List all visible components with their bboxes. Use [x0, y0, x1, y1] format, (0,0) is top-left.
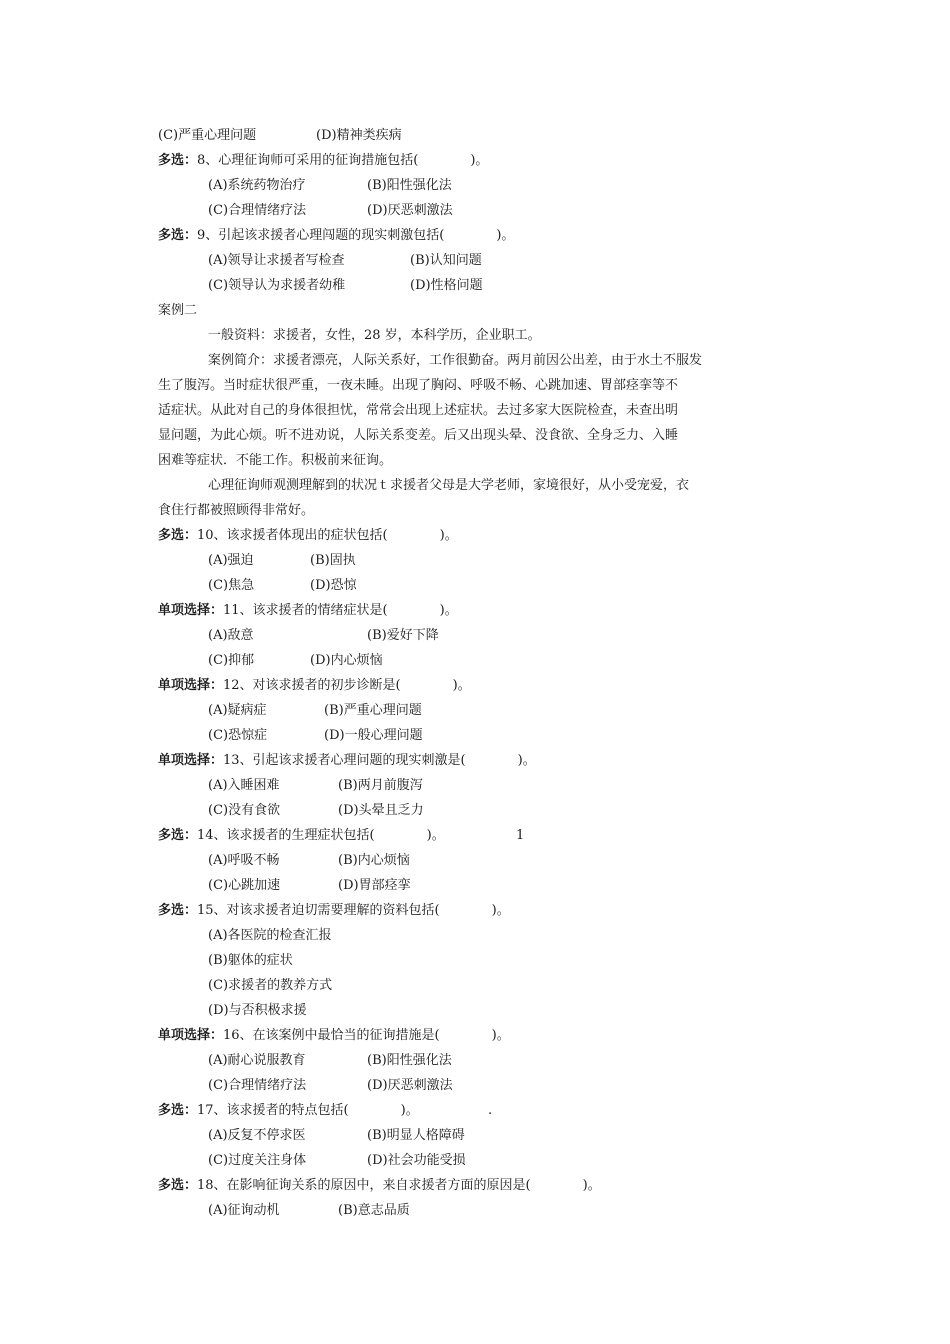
question-type-label: 单项选择： — [158, 678, 224, 693]
line-text: (B)内心烦恼 — [338, 853, 410, 868]
text-line — [338, 852, 410, 870]
line-text: (B)两月前腹泻 — [338, 778, 423, 793]
line-text: (D)厌恶刺激法 — [367, 1078, 453, 1093]
text-line — [410, 252, 482, 270]
line-text: 13、引起该求援者心理问题的现实刺激是( )。 — [223, 753, 536, 768]
question-line — [158, 752, 536, 770]
line-text: 困难等症状．不能工作。积极前来征询。 — [158, 453, 393, 468]
line-text: (A)系统药物治疗 — [208, 178, 306, 193]
line-text: (A)征询动机 — [208, 1203, 280, 1218]
text-line — [158, 127, 256, 145]
text-line — [367, 202, 453, 220]
line-text: (D)头晕且乏力 — [338, 803, 424, 818]
text-line — [310, 577, 357, 595]
text-line — [367, 177, 452, 195]
line-text: 食住行都被照顾得非常好。 — [158, 503, 315, 518]
line-text: (A)强迫 — [208, 553, 254, 568]
text-line — [208, 1002, 307, 1020]
text-line — [208, 477, 689, 495]
line-text: (D)精神类疾病 — [316, 128, 402, 143]
line-text: (B)阳性强化法 — [367, 178, 452, 193]
text-line — [208, 627, 254, 645]
question-line — [158, 152, 488, 170]
text-line — [208, 777, 280, 795]
text-line — [367, 1077, 453, 1095]
line-text: 9、引起该求援者心理闯题的现实刺激包括( )。 — [197, 228, 515, 243]
text-line — [208, 802, 280, 820]
text-line — [208, 977, 332, 995]
text-line — [208, 252, 345, 270]
line-text: (C)求援者的教养方式 — [208, 978, 333, 993]
line-text: 心理征询师观测理解到的状况ｔ求援者父母是大学老师，家境很好，从小受宠爱，衣 — [208, 478, 690, 493]
line-text: 18、在影响征询关系的原因中，来自求援者方面的原因是( )。 — [197, 1178, 601, 1193]
question-line — [158, 227, 514, 245]
line-text: (D)性格问题 — [410, 278, 483, 293]
line-text: 17、该求援者的特点包括( )。 — [197, 1103, 419, 1118]
line-text: . — [488, 1103, 493, 1118]
line-text: 1 — [516, 828, 525, 843]
text-line — [158, 452, 392, 470]
line-text: (D)恐惊 — [310, 578, 357, 593]
text-line — [208, 177, 306, 195]
text-line — [208, 727, 267, 745]
question-line — [158, 1177, 601, 1195]
line-text: (B)认知问题 — [410, 253, 482, 268]
line-text: (B)躯体的症状 — [208, 953, 293, 968]
text-line — [310, 552, 356, 570]
line-text: 一般资料：求援者，女性，28 岁，本科学历，企业职工。 — [208, 328, 541, 343]
text-line — [208, 927, 332, 945]
line-text: (D)与否积极求援 — [208, 1003, 307, 1018]
text-line — [158, 427, 678, 445]
question-line — [158, 602, 458, 620]
text-line — [208, 1127, 306, 1145]
line-text: (A)入睡困难 — [208, 778, 280, 793]
line-text: 10、该求援者体现出的症状包括( )。 — [197, 528, 458, 543]
line-text: (A)领导让求援者写检查 — [208, 253, 345, 268]
line-text: 12、对该求援者的初步诊断是( )。 — [223, 678, 471, 693]
line-text: (C)合理情绪疗法 — [208, 1078, 307, 1093]
text-line — [338, 802, 424, 820]
line-text: (A)反复不停求医 — [208, 1128, 306, 1143]
text-line — [338, 1202, 410, 1220]
question-type-label: 多选： — [158, 903, 198, 918]
question-type-label: 单项选择： — [158, 1028, 224, 1043]
line-text: 16、在该案例中最恰当的征询措施是( )。 — [223, 1028, 510, 1043]
line-text: 14、该求援者的生理症状包括( )。 — [197, 828, 445, 843]
line-text: 显问题，为此心烦。听不进劝说，人际关系变差。后又出现头晕、没食欲、全身乏力、入睡 — [158, 428, 679, 443]
line-text: (C)领导认为求援者幼稚 — [208, 278, 346, 293]
text-line — [158, 302, 197, 320]
line-text: (C)焦急 — [208, 578, 255, 593]
question-line — [158, 1027, 510, 1045]
text-line — [208, 552, 254, 570]
text-line — [410, 277, 483, 295]
line-text: (D)内心烦恼 — [310, 653, 383, 668]
line-text: 8、心理征询师可采用的征询措施包括( )。 — [197, 153, 489, 168]
question-type-label: 多选： — [158, 228, 198, 243]
line-text: (C)抑郁 — [208, 653, 255, 668]
text-line — [208, 277, 345, 295]
question-type-label: 多选： — [158, 1103, 198, 1118]
question-line — [158, 527, 458, 545]
text-line — [208, 702, 267, 720]
text-line — [516, 827, 524, 845]
line-text: (D)社会功能受损 — [367, 1153, 466, 1168]
text-line — [158, 377, 678, 395]
line-text: 案例简介：求援者漂亮，人际关系好，工作很勤奋。两月前因公出差，由于水土不服发 — [208, 353, 703, 368]
question-type-label: 多选： — [158, 153, 198, 168]
line-text: (C)合理情绪疗法 — [208, 203, 307, 218]
text-line — [208, 877, 280, 895]
text-line — [208, 852, 280, 870]
line-text: (D)一般心理问题 — [324, 728, 423, 743]
text-line — [208, 327, 541, 345]
line-text: (B)爱好下降 — [367, 628, 439, 643]
line-text: (A)敌意 — [208, 628, 254, 643]
text-line — [324, 727, 423, 745]
line-text: (B)阳性强化法 — [367, 1053, 452, 1068]
text-line — [158, 402, 678, 420]
line-text: 11、该求援者的情绪症状是( )。 — [223, 603, 458, 618]
question-type-label: 多选： — [158, 1178, 198, 1193]
line-text: (B)明显人格障碍 — [367, 1128, 465, 1143]
line-text: 适症状。从此对自己的身体很担忧，常常会出现上述症状。去过多家大医院检查，未查出明 — [158, 403, 679, 418]
line-text: (C)心跳加速 — [208, 878, 281, 893]
line-text: (C)过度关注身体 — [208, 1153, 307, 1168]
text-line — [208, 352, 702, 370]
text-line — [208, 1152, 306, 1170]
text-line — [208, 577, 254, 595]
text-line — [208, 652, 254, 670]
text-line — [208, 1052, 306, 1070]
line-text: 生了腹泻。当时症状很严重，一夜未睡。出现了胸闷、呼吸不畅、心跳加速、胃部痉挛等不 — [158, 378, 679, 393]
question-line — [158, 827, 445, 845]
line-text: (A)疑病症 — [208, 703, 267, 718]
text-line — [158, 502, 314, 520]
line-text: (A)各医院的检查汇报 — [208, 928, 332, 943]
text-line — [324, 702, 422, 720]
text-line — [208, 202, 306, 220]
line-text: (B)固执 — [310, 553, 356, 568]
question-type-label: 多选： — [158, 528, 198, 543]
text-line — [367, 1127, 465, 1145]
question-type-label: 单项选择： — [158, 603, 224, 618]
question-type-label: 多选： — [158, 828, 198, 843]
text-line — [338, 877, 411, 895]
question-line — [158, 677, 471, 695]
line-text: (A)呼吸不畅 — [208, 853, 280, 868]
text-line — [338, 777, 423, 795]
line-text: (A)耐心说服教育 — [208, 1053, 306, 1068]
line-text: 案例二 — [158, 303, 198, 318]
text-line — [488, 1102, 492, 1120]
question-type-label: 单项选择： — [158, 753, 224, 768]
line-text: 15、对该求援者迫切需要理解的资料包括( )。 — [197, 903, 510, 918]
line-text: (C)严重心理问题 — [158, 128, 257, 143]
line-text: (B)严重心理问题 — [324, 703, 422, 718]
line-text: (D)胃部痉挛 — [338, 878, 411, 893]
text-line — [367, 627, 439, 645]
question-line — [158, 902, 510, 920]
line-text: (C)恐惊症 — [208, 728, 268, 743]
line-text: (C)没有食欲 — [208, 803, 281, 818]
text-line — [310, 652, 383, 670]
text-line — [208, 1077, 306, 1095]
text-line — [208, 1202, 280, 1220]
question-line — [158, 1102, 419, 1120]
text-line — [367, 1152, 466, 1170]
line-text: (D)厌恶刺激法 — [367, 203, 453, 218]
text-line — [316, 127, 402, 145]
text-line — [367, 1052, 452, 1070]
text-line — [208, 952, 293, 970]
line-text: (B)意志品质 — [338, 1203, 410, 1218]
